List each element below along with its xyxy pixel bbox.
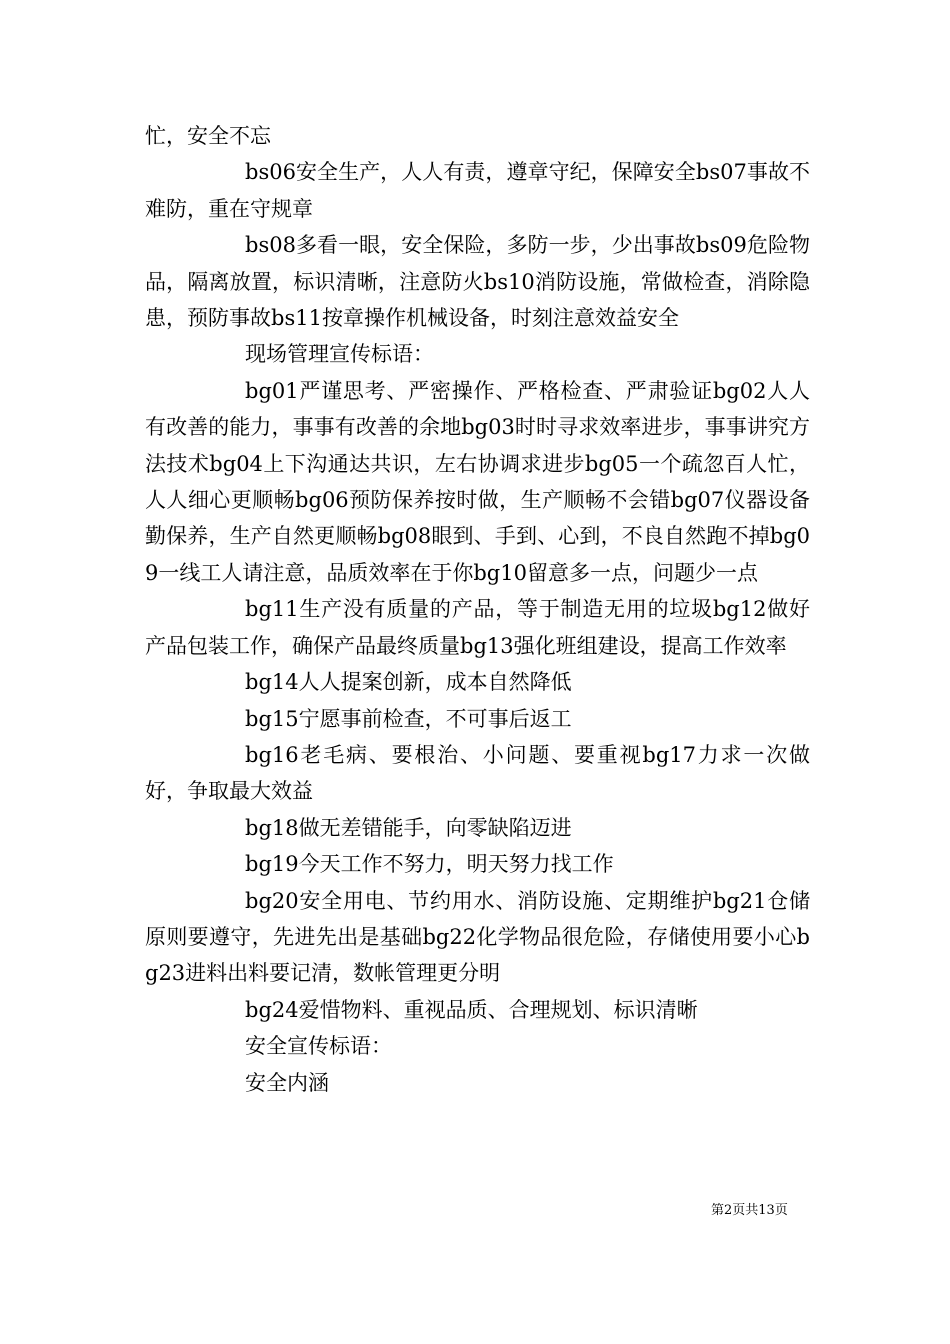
section-heading: 现场管理宣传标语： bbox=[245, 342, 434, 367]
paragraph: bs06安全生产，人人有责，遵章守纪，保障安全bs07事故不难防，重在守规章 bbox=[145, 160, 810, 221]
paragraph: bg15宁愿事前检查，不可事后返工 bbox=[245, 706, 572, 731]
paragraph: bg18做无差错能手，向零缺陷迈进 bbox=[245, 815, 572, 840]
page-number: 第2页共13页 bbox=[711, 1203, 788, 1218]
paragraph: 忙，安全不忘 bbox=[145, 124, 271, 148]
paragraph: bg16老毛病、要根治、小问题、要重视bg17力求一次做好，争取最大效益 bbox=[145, 742, 810, 804]
paragraph: 安全内涵 bbox=[245, 1070, 329, 1095]
paragraph: bg11生产没有质量的产品，等于制造无用的垃圾bg12做好产品包装工作，确保产品最终质量bg13强化班组建设，提高工作效率 bbox=[145, 597, 810, 658]
paragraph: bg24爱惜物料、重视品质、合理规划、标识清晰 bbox=[245, 997, 698, 1022]
paragraph: bg19今天工作不努力，明天努力找工作 bbox=[245, 852, 614, 877]
paragraph: bg14人人提案创新，成本自然降低 bbox=[245, 670, 572, 695]
paragraph: bs08多看一眼，安全保险，多防一步，少出事故bs09危险物品，隔离放置，标识清晰，注意防火bs10消防设施，常做检查，消除隐患，预防事故bs11按章操作机械设备，时刻注意效益安全 bbox=[145, 233, 810, 331]
paragraph: bg20安全用电、节约用水、消防设施、定期维护bg21仓储原则要遵守，先进先出是基础bg22化学物品很危险，存储使用要小心bg23进料出料要记清，数帐管理更分明 bbox=[145, 888, 810, 986]
document-body bbox=[145, 118, 810, 1101]
paragraph: bg01严谨思考、严密操作、严格检查、严肃验证bg02人人有改善的能力，事事有改善的余地bg03时时寻求效率进步，事事讲究方法技术bg04上下沟通达共识，左右协调求进步bg05一个疏忽百人忙，人人细心更顺畅bg06预防保养按时做，生产顺畅不会错bg07仪器设备勤保养，生产自然更顺畅bg08眼到、手到、心到，不良自然跑不掉bg09一线工人请注意，品质效率在于你bg10留意多一点，问题少一点 bbox=[145, 378, 810, 585]
section-heading: 安全宣传标语： bbox=[245, 1034, 392, 1059]
